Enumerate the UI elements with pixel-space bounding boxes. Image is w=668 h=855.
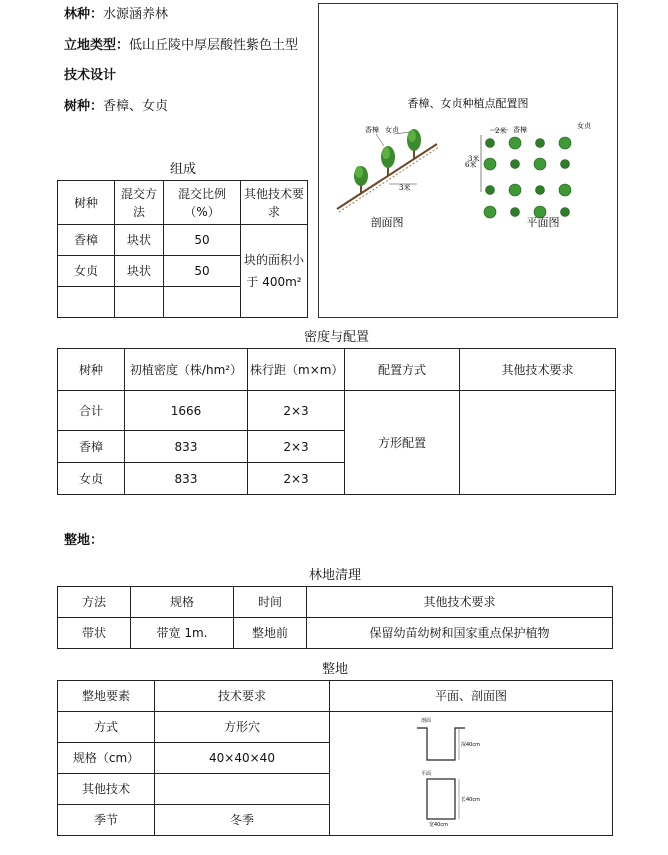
comp-ratio: 50	[164, 256, 241, 287]
tree-icon	[407, 129, 421, 159]
comp-ratio: 50	[164, 225, 241, 256]
forest-type-value: 水源涵养林	[103, 7, 169, 22]
density-species: 女贞	[58, 463, 125, 495]
tree-dot	[484, 206, 496, 218]
comp-header-method: 混交方法	[115, 181, 164, 225]
density-header-other: 其他技术要求	[460, 349, 616, 391]
prep-diagram-cell	[330, 712, 613, 836]
tech-design-heading	[64, 67, 116, 85]
density-species: 香樟	[58, 431, 125, 463]
prep-caption: 整地	[321, 662, 348, 677]
section-caption: 剖面图	[370, 216, 404, 229]
tree-dot	[486, 186, 495, 195]
table-row	[58, 712, 613, 743]
planting-diagram	[319, 4, 617, 317]
prep-key: 其他技术	[58, 774, 155, 805]
composition-caption: 组成	[169, 162, 196, 177]
tree-dot	[509, 184, 521, 196]
pit-plan-label: 平面	[421, 771, 432, 777]
plan-tree-grid	[484, 137, 571, 218]
density-value: 833	[125, 431, 248, 463]
pit-width-label: 宽40cm	[429, 822, 448, 828]
pit-length-label: 长40cm	[461, 797, 480, 803]
tree-dot	[536, 139, 545, 148]
clearing-header-other: 其他技术要求	[307, 587, 613, 618]
tree-dot	[561, 160, 570, 169]
site-type-line	[64, 37, 298, 55]
comp-header-other: 其他技术要求	[241, 181, 308, 225]
density-config: 方形配置	[345, 391, 460, 495]
clearing-time: 整地前	[234, 618, 307, 649]
tree-species-line	[64, 98, 168, 116]
prep-value: 方形穴	[155, 712, 330, 743]
plan-dim-2m: 2米	[495, 127, 507, 135]
tree-dot	[509, 137, 521, 149]
tree-dot	[511, 160, 520, 169]
prep-key: 方式	[58, 712, 155, 743]
tree-dot	[511, 208, 520, 217]
site-prep-heading	[64, 532, 103, 550]
tree-dot	[534, 158, 546, 170]
density-spacing: 2×3	[248, 431, 345, 463]
density-header-species: 树种	[58, 349, 125, 391]
forest-type-label: 林种：	[64, 7, 104, 22]
section-view	[337, 125, 439, 229]
clearing-header-spec: 规格	[131, 587, 234, 618]
comp-method	[115, 287, 164, 318]
plan-dim-6m: 6米	[465, 161, 477, 169]
prep-table	[57, 680, 613, 836]
comp-method: 块状	[115, 256, 164, 287]
comp-species: 女贞	[58, 256, 115, 287]
clearing-header-method: 方法	[58, 587, 131, 618]
comp-species: 香樟	[58, 225, 115, 256]
plan-caption: 平面图	[526, 216, 560, 229]
prep-value: 冬季	[155, 805, 330, 836]
clearing-caption: 林地清理	[308, 568, 361, 583]
prep-key: 规格（cm）	[58, 743, 155, 774]
comp-other: 块的面积小于 400m²	[241, 225, 308, 318]
comp-header-species: 树种	[58, 181, 115, 225]
tree-dot	[559, 184, 571, 196]
density-species: 合计	[58, 391, 125, 431]
density-value: 1666	[125, 391, 248, 431]
density-other	[460, 391, 616, 495]
tree-species-label: 树种：	[64, 99, 104, 114]
density-caption: 密度与配置	[303, 330, 369, 345]
density-header-config: 配置方式	[345, 349, 460, 391]
density-header-spacing: 株行距（m×m）	[248, 349, 345, 391]
forest-type-line	[64, 6, 168, 24]
clearing-spec: 带宽 1m.	[131, 618, 234, 649]
tree-dot	[559, 137, 571, 149]
prep-value: 40×40×40	[155, 743, 330, 774]
tree-dot	[561, 208, 570, 217]
tree-species-value: 香樟、女贞	[103, 99, 169, 114]
section-dim-3m: 3米	[399, 184, 411, 192]
pit-plan-outline	[427, 779, 455, 819]
comp-method: 块状	[115, 225, 164, 256]
tree-dot	[486, 139, 495, 148]
plan-label-xz: 香樟	[513, 126, 527, 134]
pit-section-outline	[417, 728, 465, 760]
prep-value	[155, 774, 330, 805]
density-spacing: 2×3	[248, 463, 345, 495]
section-label-nz: 女贞	[385, 126, 399, 134]
density-table	[57, 348, 616, 495]
comp-species	[58, 287, 115, 318]
pit-diagram	[411, 712, 531, 830]
density-spacing: 2×3	[248, 391, 345, 431]
prep-header-value: 技术要求	[155, 681, 330, 712]
clearing-other: 保留幼苗幼树和国家重点保护植物	[307, 618, 613, 649]
clearing-method: 带状	[58, 618, 131, 649]
site-prep-title: 整地：	[64, 533, 104, 548]
table-row	[58, 225, 308, 256]
plan-label-nz: 女贞	[577, 122, 591, 130]
tree-dot	[484, 158, 496, 170]
site-type-value: 低山丘陵中厚层酸性紫色土型	[129, 38, 299, 53]
pit-section-label: 剖面	[421, 718, 432, 724]
tree-dot	[536, 186, 545, 195]
pit-depth-label: 深40cm	[461, 742, 480, 748]
clearing-header-time: 时间	[234, 587, 307, 618]
plan-dim-3m: 3米	[468, 155, 480, 163]
composition-table	[57, 180, 308, 318]
density-value: 833	[125, 463, 248, 495]
prep-header-diagram: 平面、剖面图	[330, 681, 613, 712]
clearing-table	[57, 586, 613, 649]
plan-view	[465, 121, 591, 229]
prep-key: 季节	[58, 805, 155, 836]
section-label-xz: 香樟	[365, 126, 379, 134]
planting-figure	[318, 3, 618, 318]
tech-design-title: 技术设计	[64, 68, 117, 83]
table-row	[58, 618, 613, 649]
table-row	[58, 391, 616, 431]
site-type-label: 立地类型：	[64, 38, 130, 53]
density-header-density: 初植密度（株/hm²）	[125, 349, 248, 391]
prep-header-key: 整地要素	[58, 681, 155, 712]
figure-title: 香樟、女贞种植点配置图	[407, 97, 529, 110]
comp-ratio	[164, 287, 241, 318]
comp-header-ratio: 混交比例（%）	[164, 181, 241, 225]
